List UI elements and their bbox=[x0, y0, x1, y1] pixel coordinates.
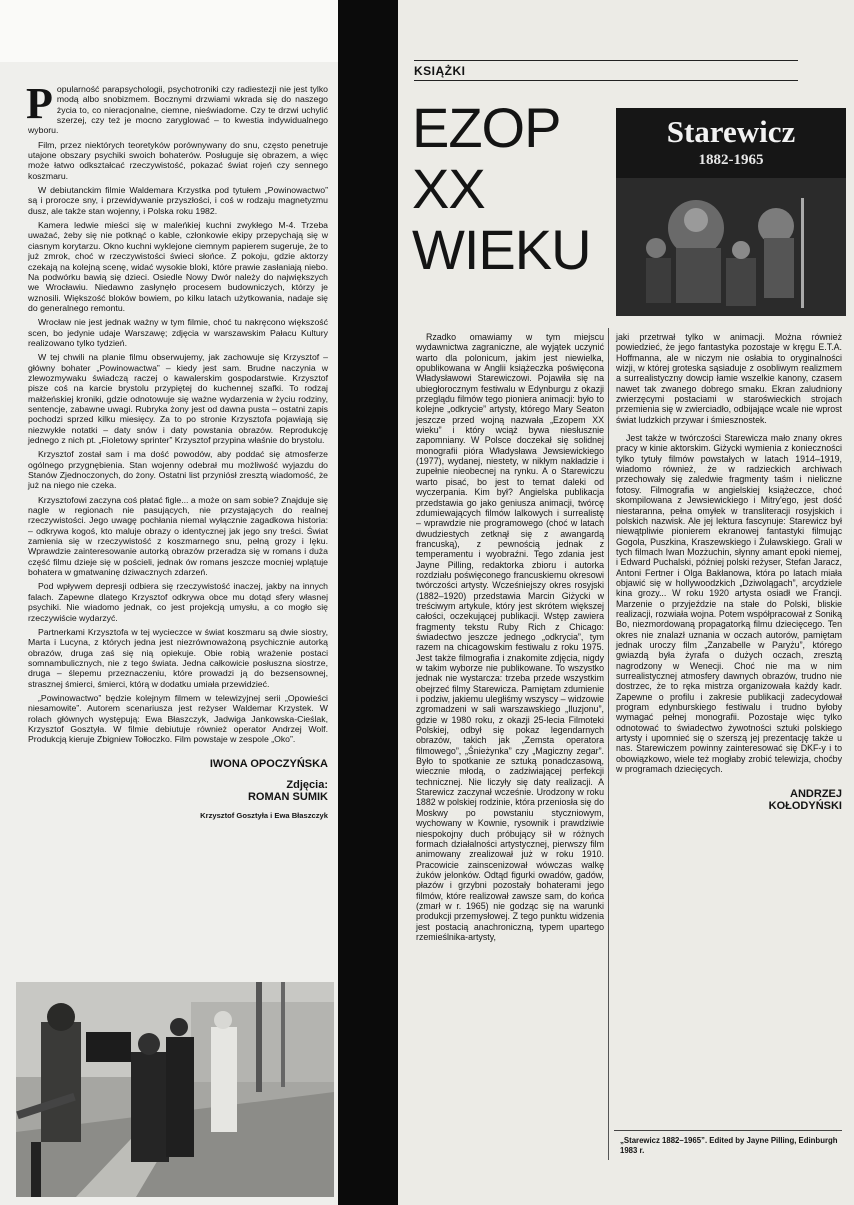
left-paragraph: Partnerkami Krzysztofa w tej wycieczce w świat koszmaru są dwie siostry, Marta i Lucyna, z których jedna jest niezrównoważoną psychicznie autorką obrazów, druga zaś się nią opiekuje. Obie robią wrażenie postaci somnambulicznych, nie z tego świata. Jedna całkowicie posłuszna siostrze, druga – ślepemu przeznaczeniu, które prowadzi ją do bezsensownej, strasznej śmierci, śmierci, którą w dodatku umiała przewidzieć. bbox=[28, 626, 328, 689]
left-paragraph: Krzysztof został sam i ma dość powodów, aby poddać się atmosferze ogólnego przygnębienia. Stan wojenny odebrał mu możliwość wyjazdu do Stanów Zjednoczonych, do żony. Ostatni list przyniósł zresztą wiadomość, że już na niego nie czeka. bbox=[28, 449, 328, 491]
film-set-photo-image bbox=[16, 982, 334, 1197]
title-line: XX bbox=[412, 157, 485, 220]
left-article-text bbox=[26, 79, 328, 821]
right-page bbox=[398, 0, 854, 1205]
left-photo-caption: Krzysztof Gosztyła i Ewa Błaszczyk bbox=[200, 810, 328, 820]
title-line: EZOP bbox=[412, 96, 561, 159]
right-paragraph: Jest także w twórczości Starewicza mało znany okres pracy w kinie aktorskim. Giżycki wymienia z konieczności tylko tytuły filmów powstałych w latach 1914–1919, wiadomo również, że w radzieckich archiwach przechowały się zaledwie fragmenty taśm i nieliczne fotosy. Filmografia w angielskiej książeczce, choć skompilowana z Jewsiewickiego i Mitry'ego, jest dość niestaranna, pełna omyłek w transliteracji rosyjskich i polskich nazwisk. Ale jej lektura fascynuje: Starewicz był niewątpliwie pionierem ekranowej fantastyki filmując Gogola, Puszkina, Kraszewskiego i Żuławskiego. Grali w tych filmach Iwan Mozżuchin, słynny amant epoki niemej, i Edward Puchalski, później polski reżyser, Stefan Jaracz, Antoni Fertner i Olga Bakłanowa, która po latach miała objawić się w hollywoodzkich „Dziwolągach”, arcydziele kina grozy... W roku 1920 artysta osiadł we Francji. Marzenie o przyjeździe na stałe do Polski, bliskie realizacji, rozwiała wojna. Potem współpracował z Soniką Bo, niezmordowaną propagatorką filmu dziecięcego. Ten okres nie znalazł uznania w oczach autorów, pamiętam jednak uroczy film „Zanzabelle w Paryżu”, którego gwiazdą była żyrafa o dużych oczach, zresztą nagrodzony w Wenecji. Choć nie ma w nim surrealistycznej atmosfery dawnych obrazów, trudno nie dostrzec, że to ręka mistrza organizowała każdy kadr. Zapewne o profilu i zakresie publikacji zadecydował program edynburskiego festiwalu i trudno byłoby wymagać pełnej monografii. Pozostaje więc tylko odnotować to świadectwo żywotności sztuki polskiego artysty i upomnieć się o szerszą jej prezentację także u nas. Starewiczem powinny zainteresować się DKF-y i to obowiązkowo, wiele też mogłaby zrobić telewizja, choćby w programach dziecięcych. bbox=[616, 433, 842, 775]
caption-rule bbox=[614, 1130, 842, 1131]
right-paragraph: Rzadko omawiamy w tym miejscu wydawnictwa zagraniczne, ale wyjątek uczynić warto dla polonicum, jakim jest niewielka, opublikowana w Anglii książeczka poświęcona Władysławowi Starewiczowi. Pojawiła się na ubiegłorocznym festiwalu w Edynburgu z okazji przeglądu filmów tego pioniera animacji: było to kolejne „odkrycie” artysty, którego Mary Seaton jeszcze przed wojną nazwała „Ezopem XX wieku” i który wciąż bywa niesłusznie zapomniany. W Polsce doczekał się solidnej monografii pióra Władysława Jewsiewickiego (1977), wydanej, niestety, w nikłym nakładzie i zupełnie nieobecnej na rynku. A o Starewiczu warto pisać, bo jest to temat daleki od wyczerpania. Kim był? Angielska publikacja przedstawia go jako geniusza animacji, twórcę zdumiewających filmów lalkowych i surrealistę – wprawdzie nie programowego (choć w latach dwudziestych zetknął się z awangardą francuską), z pewnością jednak z temperamentu i wyobraźni. Tego zdania jest Jayne Pilling, redaktorka zbioru i autorka rozdziału poświęconego francuskiemu okresowi twórczości artysty. Wcześniejszy okres rosyjski (1882–1920) przedstawia Marcin Giżycki w treściwym artykule, który jest skrótem większej całości, oczekującej publikacji. Wstęp zawiera fragmenty tekstu Ruby Rich z Chicago: świadectwo jeszcze jednego „odkrycia”, tym razem na chicagowskim festiwalu z roku 1975. Jest także filmografia i znakomite zdjęcia, nigdy w takim wyborze nie publikowane. To wszystko jednak nie wystarcza: trzeba przede wszystkim obejrzeć filmy Starewicza. Pamiętam zdumienie i podziw, jakiemu uległiśmy wszyscy – widzowie zgromadzeni w sali warszawskiego „Iluzjonu”, gdzie w 1980 roku, z okazji 25-lecia Filmoteki Polskiej, odbył się pokaz legendarnych obrazów, takich jak „Zemsta operatora filmowego”, „Śnieżynka” czy „Magiczny zegar”. Było to spotkanie ze sztuką ponadczasową, wiecznie młodą, o zadziwiającej perfekcji technicznej. Nie liczyły się daty realizacji. A Starewicz zaczynał wcześnie. Urodzony w roku 1882 w polskiej rodzinie, która przeniosła się do Moskwy po powstaniu styczniowym, wychowany w Kownie, rysownik i prawdziwie niespokojny duch próbujący sił w różnych formach działalności artystycznej, pierwszy film animowany zrealizował już w roku 1910. Pracowicie zainscenizował wówczas walkę żuków jelonków. Odtąd figurki owadów, gadów, płazów i grzybni pozostały bohaterami jego filmów, które realizował zawsze sam, do końca (zmarł w r. 1965) nie godząc się na warunki produkcji przemysłowej. Z tego punktu widzenia jest postacią anachroniczną, typem upartego rzemieślnika-artysty, bbox=[416, 332, 604, 942]
section-bottom-rule bbox=[414, 80, 798, 81]
right-author-first: ANDRZEJ bbox=[790, 788, 842, 801]
left-paragraph: Popularność parapsychologii, psychotroniki czy radiestezji nie jest tylko modą albo snobizmem. Bocznymi drzwiami wkrada się do naszego życia to, co nieracjonalne, ciemne, nieświadome. Czy te drzwi uchylić szerzej, czy też je mocno zaryglować – to kwestia indywidualnego wyboru. bbox=[26, 79, 328, 136]
left-paragraph: „Powinowactwo” będzie kolejnym filmem w telewizyjnej serii „Opowieści niesamowite”. Autorem scenariusza jest reżyser Waldemar Krzystek. W rolach głównych występują: Ewa Błaszczyk, Jadwiga Jankowska-Cieślak, Krzysztof Gosztyła. W filmie debiutuje również operator Andrzej Wolf. Produkcją kieruje Zbigniew Tołłoczko. Film powstaje w zespole „Oko”. bbox=[28, 692, 328, 745]
right-author-last: KOŁODYŃSKI bbox=[768, 800, 842, 813]
left-page-top-margin bbox=[0, 0, 338, 62]
column-divider bbox=[608, 328, 609, 1160]
left-paragraph: W debiutanckim filmie Waldemara Krzystka pod tytułem „Powinowactwo” są i prorocze sny, i przewidywanie przyszłości, i coś w rodzaju magnetyzmu dusz, ale także stan wojenny, i Polska roku 1982. bbox=[28, 185, 328, 216]
section-label: KSIĄŻKI bbox=[414, 64, 466, 78]
section-top-rule bbox=[414, 60, 798, 61]
dropcap: P bbox=[26, 79, 53, 128]
right-column-2 bbox=[616, 332, 842, 812]
left-paragraph: Pod wpływem depresji odbiera się rzeczywistość inaczej, jakby na innych falach. Zapewne dlatego Krzysztof odkrywa obce mu dotąd sfery własnej psychiki. Nie wiadomo jednak, co jest projekcją umysłu, a co mogło się rzeczywiście wydarzyć. bbox=[28, 581, 328, 623]
left-paragraph: Wrocław nie jest jednak ważny w tym filmie, choć tu nakręcono większość scen, bo jedynie udaje Warszawę; zdjęcia w warszawskim Pałacu Kultury realizowano tylko tydzień. bbox=[28, 317, 328, 348]
title-line: WIEKU bbox=[412, 218, 591, 281]
left-paragraph: Film, przez niektórych teoretyków porównywany do snu, często penetruje utajone obszary psychiki swoich bohaterów. Posługuje się obrazem, a więc może łatwo odkształcać rzeczywistość, pokazać świat rojeń czy sennego koszmaru. bbox=[28, 139, 328, 181]
left-paragraph: W tej chwili na planie filmu obserwujemy, jak zachowuje się Krzysztof – główny bohater „Powinowactwa” – kiedy jest sam. Brudne naczynia w zlewozmywaku świadczą raczej o kawalerskim gospodarstwie. Krzysztof pisze coś na karcie brystolu przypiętej do kuchennej szafki. To rodzaj małżeńskiej kroniki, gdzie odnotowuje się ważne wydarzenia w życiu rodziny, sentencje, zabawne uwagi. Rubryka żony jest od dawna pusta – ostatni zapis pochodzi sprzed kilku miesięcy. Za to po stronie Krzysztofa pojawiają się niezwykłe notatki – daty snów i daty powstania obrazów. Reprodukcję jednego z nich pt. „Fioletowy sprinter” Krzysztof przypina właśnie do brystolu. bbox=[28, 352, 328, 445]
left-page bbox=[0, 0, 338, 1205]
left-author: IWONA OPOCZYŃSKA bbox=[209, 757, 328, 770]
starewicz-book-cover-photo bbox=[616, 108, 846, 316]
article-title bbox=[412, 98, 591, 281]
left-paragraph: Kamera ledwie mieści się w maleńkiej kuchni zwykłego M-4. Trzeba uważać, żeby się nie potknąć o kable, członkowie ekipy przepychają się w ciasnym korytarzu. Okno kuchni wyklejone ciemnym papierem sugeruje, że to już zmrok, choć w rzeczywistości świeci słońce. Z pokoju, gdzie aktorzy czekają na kolejną scenę, widać wysokie bloki, które prawie zasłaniają niebo. Na podwórku bawią się dzieci. Osiedle Nowy Dwór należy do największych we Wrocławiu. Niedawno zasłynęło procesem budowniczych, którzy je wznosili. Większość bloków bowiem, po kilku latach użytkowania, nadaje się do generalnego remontu. bbox=[28, 220, 328, 313]
book-cover-title: Starewicz bbox=[666, 114, 796, 149]
photo-credit-label: Zdjęcia: bbox=[286, 778, 328, 791]
right-paragraph: jaki przetrwał tylko w animacji. Można również powiedzieć, że jego fantastyka pozostaje w kręgu E.T.A. Hoffmanna, ale w niczym nie osłabia to oryginalności wizji, w której groteska sąsiaduje z osobliwym realizmem a surrealistyczny dowcip łamie wszelkie kanony, czasem nawet tak zwanego dobrego smaku. Ekran zaludniony zwierzęcymi postaciami w staroświeckich strojach przemienia się w zwierciadło, odbijające wcale nie wprost świat ludzkich przywar i śmiesznostek. bbox=[616, 332, 842, 425]
right-column-1 bbox=[416, 332, 604, 942]
left-paragraph: Krzysztofowi zaczyna coś płatać figle... a może on sam sobie? Znajduje się nagle w regionach nie pasujących, nie przystających do realnej rzeczywistości. Jego uwagę pochłania niemal wyłącznie zagadkowa historia: – odkrywa kogoś, kto maluje obrazy o identycznej jak jego sny treści. Świat zamienia się w rzeczywistość z koszmarnego snu, pełną grozy i lęku. Wprawdzie zainteresowanie autorką obrazów przeradza się w romans i duża część filmu dzieje się w pościeli, jednak ów romans jeszcze mocniej wplątuje bohatera w gmatwaninę dziwacznych zdarzeń. bbox=[28, 494, 328, 578]
page-gutter bbox=[338, 0, 398, 1205]
film-set-photo bbox=[16, 982, 334, 1197]
book-citation: „Starewicz 1882–1965”. Edited by Jayne Pilling, Edinburgh 1983 r. bbox=[620, 1136, 838, 1155]
book-cover-years: 1882-1965 bbox=[698, 152, 764, 168]
photographer: ROMAN SUMIK bbox=[247, 790, 328, 803]
